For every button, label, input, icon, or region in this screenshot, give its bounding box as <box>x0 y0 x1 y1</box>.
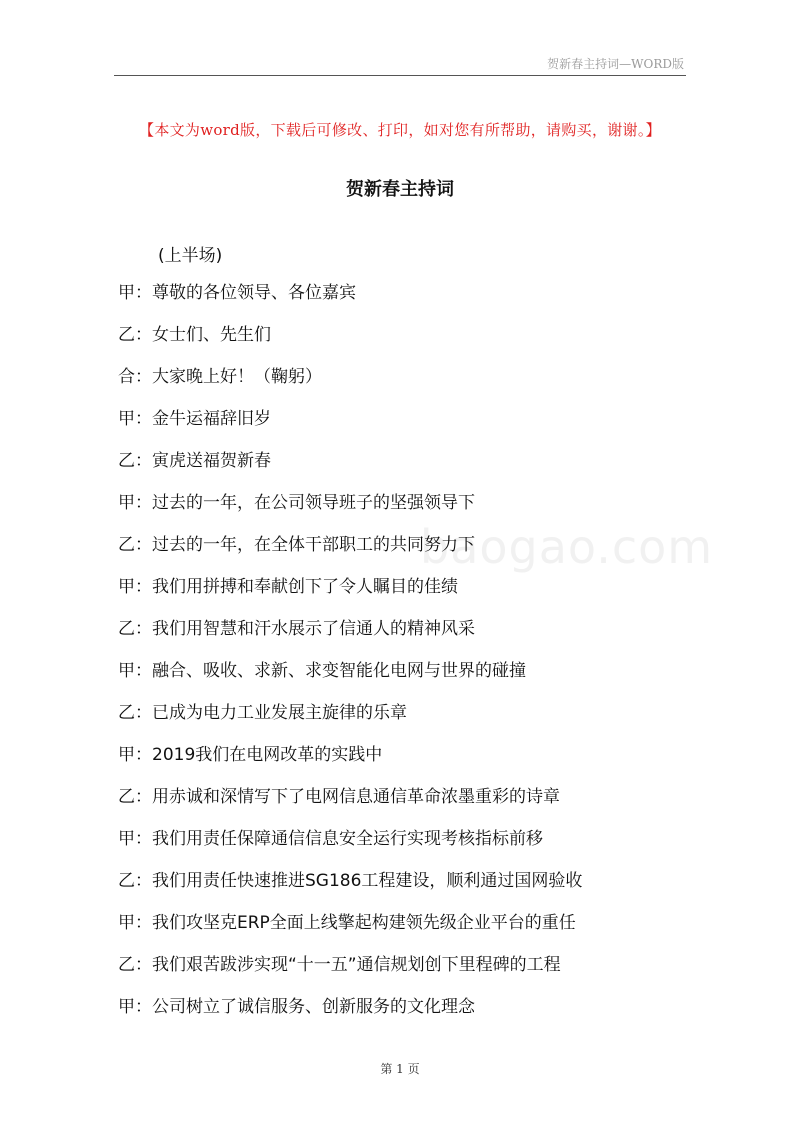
section-label: (上半场) <box>158 246 223 266</box>
script-line: 乙：我们用智慧和汗水展示了信通人的精神风采 <box>118 619 475 639</box>
script-line: 乙：我们艰苦跋涉实现“十一五”通信规划创下里程碑的工程 <box>118 955 561 975</box>
script-lines <box>118 280 688 1036</box>
document-title: 贺新春主持词 <box>346 179 454 200</box>
script-line: 乙：我们用责任快速推进SG186工程建设，顺利通过国网验收 <box>118 871 583 891</box>
header-divider <box>114 75 686 76</box>
script-line: 甲：我们用责任保障通信信息安全运行实现考核指标前移 <box>118 829 543 849</box>
script-line: 乙：已成为电力工业发展主旋律的乐章 <box>118 703 407 723</box>
script-line: 乙：女士们、先生们 <box>118 325 271 345</box>
download-notice: 【本文为word版，下载后可修改、打印，如对您有所帮助，请购买，谢谢。】 <box>139 121 661 139</box>
script-line: 甲：我们用拼搏和奉献创下了令人瞩目的佳绩 <box>118 577 458 597</box>
script-line: 甲：尊敬的各位领导、各位嘉宾 <box>118 283 356 303</box>
script-line: 乙：用赤诚和深情写下了电网信息通信革命浓墨重彩的诗章 <box>118 787 560 807</box>
script-line: 甲：融合、吸收、求新、求变智能化电网与世界的碰撞 <box>118 661 526 681</box>
running-header: 贺新春主持词—WORD版 <box>547 57 684 71</box>
script-line: 甲：金牛运福辞旧岁 <box>118 409 271 429</box>
script-line: 甲：过去的一年，在公司领导班子的坚强领导下 <box>118 493 475 513</box>
script-line: 甲：我们攻坚克ERP全面上线擎起构建领先级企业平台的重任 <box>118 913 576 933</box>
watermark: baogao.com <box>420 520 714 574</box>
script-line: 合：大家晚上好！（鞠躬） <box>118 367 322 387</box>
script-line: 甲：公司树立了诚信服务、创新服务的文化理念 <box>118 997 475 1017</box>
script-line: 乙：过去的一年，在全体干部职工的共同努力下 <box>118 535 475 555</box>
script-line: 乙：寅虎送福贺新春 <box>118 451 271 471</box>
page-number: 第 1 页 <box>380 1062 420 1076</box>
script-line: 甲：2019我们在电网改革的实践中 <box>118 745 383 765</box>
